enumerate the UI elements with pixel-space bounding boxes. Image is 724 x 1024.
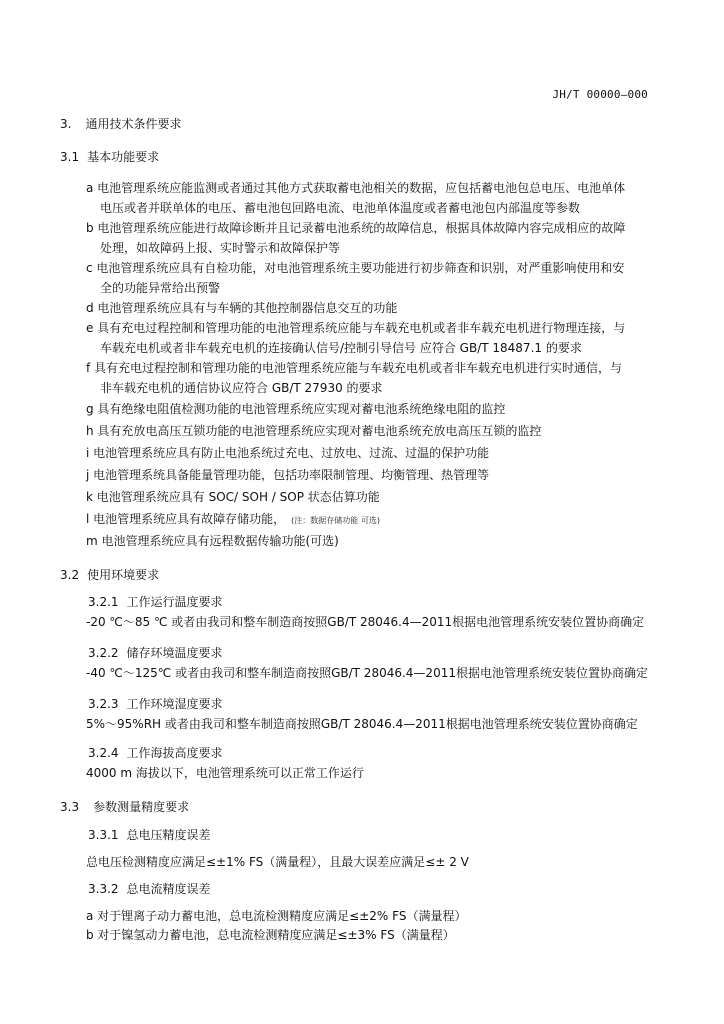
list-item-i: i 电池管理系统应具有防止电池系统过充电、过放电、过流、过温的保护功能 xyxy=(86,446,490,460)
list-item-l xyxy=(86,510,380,530)
list-item-c-line1: c 电池管理系统应具有自检功能，对电池管理系统主要功能进行初步筛查和识别，对严重影响使用和安 xyxy=(86,261,625,275)
list-item-l-note: (注：数据存储功能 可选) xyxy=(291,516,380,525)
list-item-l-text: l 电池管理系统应具有故障存储功能， xyxy=(86,512,286,526)
section-title: 工作环境湿度要求 xyxy=(126,697,223,711)
section-number: 3. xyxy=(60,117,72,131)
list-item-a-line2: 电压或者并联单体的电压、蓄电池包回路电流、电池单体温度或者蓄电池包内部温度等参数 xyxy=(100,201,581,215)
section-3-3-1-text: 总电压检测精度应满足≤±1% FS（满量程），且最大误差应满足≤± 2 V xyxy=(86,855,469,869)
section-title: 工作运行温度要求 xyxy=(126,595,223,609)
section-title: 储存环境温度要求 xyxy=(126,646,223,660)
section-title: 总电流精度误差 xyxy=(126,882,211,896)
section-3-2-3-text: 5%～95%RH 或者由我司和整车制造商按照GB/T 28046.4—2011根据电池管理系统安装位置协商确定 xyxy=(86,717,638,731)
list-item-c-line2: 全的功能异常给出预警 xyxy=(100,281,221,295)
section-3-3-1-heading xyxy=(88,826,211,844)
section-number: 3.3.2 xyxy=(88,882,119,896)
section-number: 3.2.4 xyxy=(88,746,119,760)
section-title: 总电压精度误差 xyxy=(126,828,211,842)
list-item-e-line2: 车载充电机或者非车载充电机的连接确认信号/控制引导信号 应符合 GB/T 18487.1 的要求 xyxy=(100,341,582,355)
section-number: 3.2.1 xyxy=(88,595,119,609)
document-code: JH/T 00000—000 xyxy=(552,88,648,101)
section-3-2-1-heading xyxy=(88,593,223,611)
section-3-2-2-text: -40 ℃～125℃ 或者由我司和整车制造商按照GB/T 28046.4—2011根据电池管理系统安装位置协商确定 xyxy=(86,666,648,680)
section-3-2-4-text: 4000 m 海拔以下，电池管理系统可以正常工作运行 xyxy=(86,766,364,780)
section-number: 3.2.2 xyxy=(88,646,119,660)
section-3-heading xyxy=(60,115,181,133)
section-3-2-4-heading xyxy=(88,744,223,762)
list-item-d: d 电池管理系统应具有与车辆的其他控制器信息交互的功能 xyxy=(86,301,398,315)
section-number: 3.1 xyxy=(60,150,80,164)
list-item-k: k 电池管理系统应具有 SOC/ SOH / SOP 状态估算功能 xyxy=(86,490,380,504)
section-3-2-2-heading xyxy=(88,644,223,662)
section-title: 使用环境要求 xyxy=(87,568,160,582)
list-item-e-line1: e 具有充电过程控制和管理功能的电池管理系统应能与车载充电机或者非车载充电机进行物理连接，与 xyxy=(86,321,626,335)
section-3-3-2-heading xyxy=(88,880,211,898)
section-number: 3.3.1 xyxy=(88,828,119,842)
list-item-a-line1: a 电池管理系统应能监测或者通过其他方式获取蓄电池相关的数据，应包括蓄电池包总电压、电池单体 xyxy=(86,181,626,195)
section-title: 基本功能要求 xyxy=(87,150,160,164)
section-3-2-heading xyxy=(60,566,159,584)
list-item-f-line1: f 具有充电过程控制和管理功能的电池管理系统应能与车载充电机或者非车载充电机进行实时通信，与 xyxy=(86,361,623,375)
section-number: 3.2.3 xyxy=(88,697,119,711)
list-item-g: g 具有绝缘电阻值检测功能的电池管理系统应实现对蓄电池系统绝缘电阻的监控 xyxy=(86,402,506,416)
list-item-h: h 具有充放电高压互锁功能的电池管理系统应实现对蓄电池系统充放电高压互锁的监控 xyxy=(86,424,542,438)
list-item-m: m 电池管理系统应具有远程数据传输功能(可选) xyxy=(86,534,339,548)
list-item-f-line2: 非车载充电机的通信协议应符合 GB/T 27930 的要求 xyxy=(100,381,383,395)
list-item-3-3-2-a: a 对于锂离子动力蓄电池，总电流检测精度应满足≤±2% FS（满量程） xyxy=(86,909,467,923)
section-number: 3.3 xyxy=(60,800,80,814)
section-title: 通用技术条件要求 xyxy=(85,117,182,131)
list-item-j: j 电池管理系统具备能量管理功能，包括功率限制管理、均衡管理、热管理等 xyxy=(86,468,490,482)
list-item-3-3-2-b: b 对于镍氢动力蓄电池，总电流检测精度应满足≤±3% FS（满量程） xyxy=(86,928,455,942)
section-number: 3.2 xyxy=(60,568,80,582)
section-3-3-heading xyxy=(60,798,189,816)
section-title: 参数测量精度要求 xyxy=(93,800,190,814)
list-item-b-line2: 处理，如故障码上报、实时警示和故障保护等 xyxy=(100,241,341,255)
section-3-1-heading xyxy=(60,148,159,166)
list-item-b-line1: b 电池管理系统应能进行故障诊断并且记录蓄电池系统的故障信息，根据具体故障内容完成相应的故障 xyxy=(86,221,626,235)
section-title: 工作海拔高度要求 xyxy=(126,746,223,760)
section-3-2-1-text: -20 ℃～85 ℃ 或者由我司和整车制造商按照GB/T 28046.4—2011根据电池管理系统安装位置协商确定 xyxy=(86,615,645,629)
section-3-2-3-heading xyxy=(88,695,223,713)
